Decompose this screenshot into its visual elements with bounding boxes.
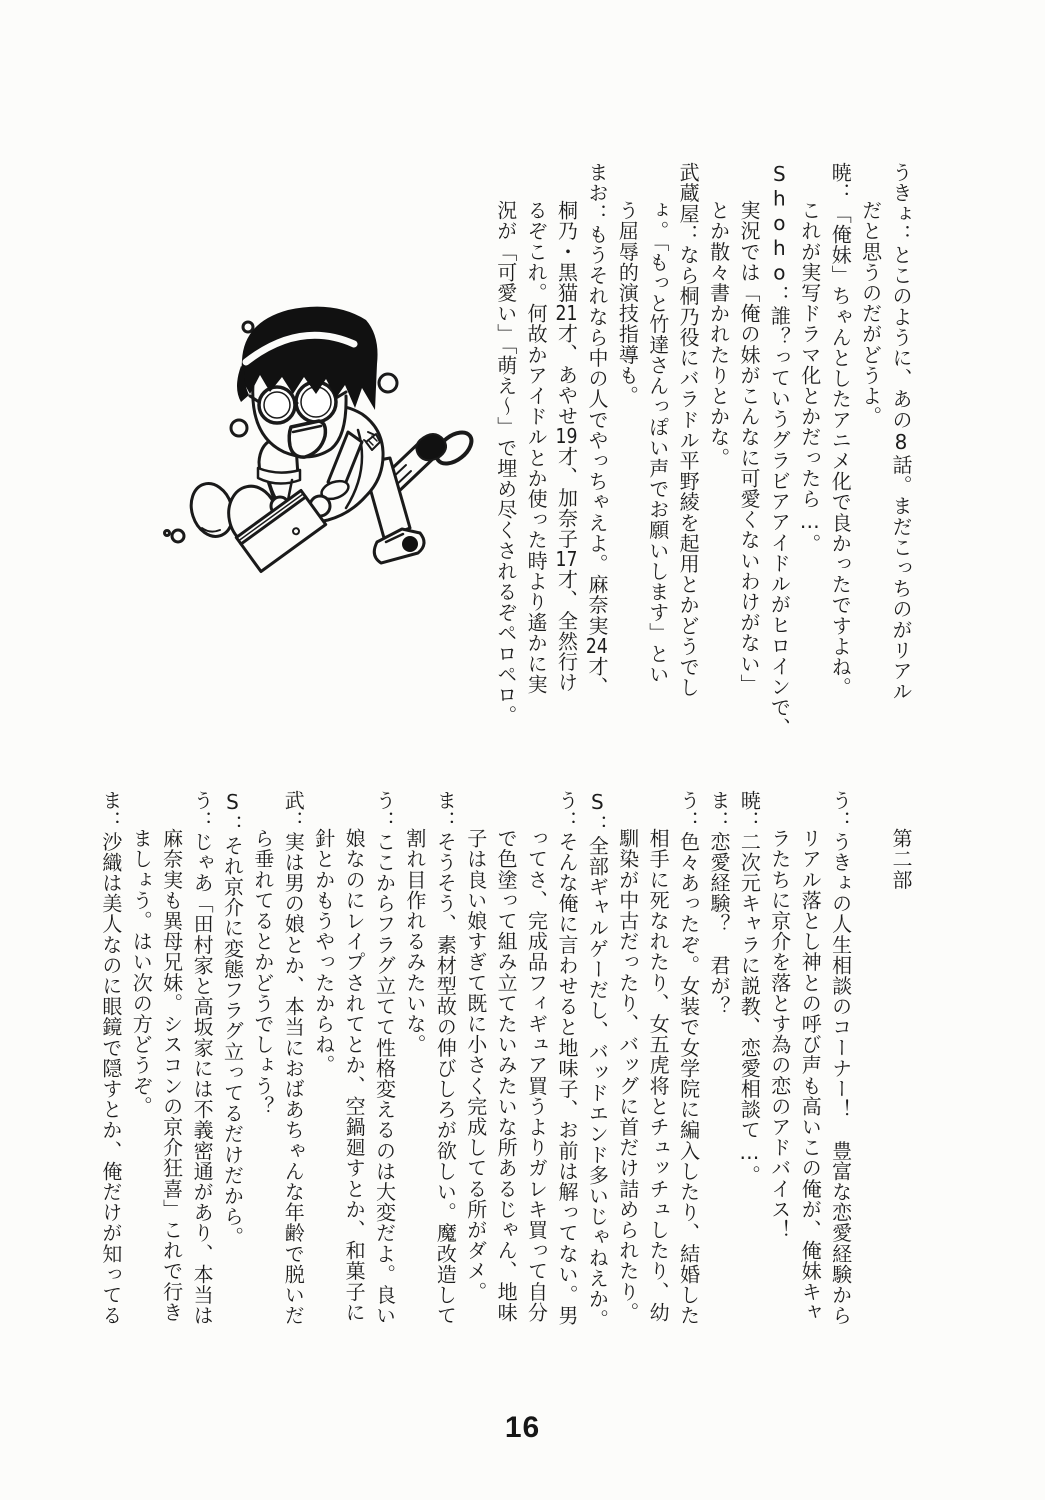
dialogue-line: だと思うのだがどうよ。 xyxy=(858,200,883,427)
dialogue-line: う：そんな俺に言わせると地味子、お前は解ってない。男 xyxy=(554,790,579,1326)
page-number: 16 xyxy=(504,1411,541,1444)
dialogue-line: ま：そうそう、素材型故の伸びしろが欲しい。魔改造して xyxy=(433,790,458,1326)
dialogue-line: 桐乃・黒猫21才、あやせ19才、加奈子17才、全然行け xyxy=(554,200,579,693)
dialogue-line: う：ここからフラグ立てて性格変えるのは大変だよ。良い xyxy=(372,790,397,1326)
dialogue-line: 麻奈実も異母兄妹。シスコンの京介狂喜」これで行き xyxy=(159,828,184,1323)
dialogue-line: 針とかもうやったからね。 xyxy=(311,828,336,1076)
dialogue-line: ましょう。はい次の方どうぞ。 xyxy=(129,828,154,1117)
dialogue-line: う：うきょの人生相談のコーナー！ 豊富な恋愛経験から xyxy=(828,790,853,1326)
dialogue-line: ラたちに京介を落とす為の恋のアドバイス！ xyxy=(767,828,792,1240)
dialogue-line: う：色々あったぞ。女装で女学院に編入したり、結婚した xyxy=(676,790,701,1326)
dialogue-line: S：それ京介に変態フラグ立ってるだけだから。 xyxy=(220,790,245,1248)
dialogue-line: 娘なのにレイプされてとか、空鍋廻すとか、和菓子に xyxy=(342,828,367,1323)
dialogue-line: S：全部ギャルゲーだし、バッドエンド多いじゃねえか。 xyxy=(585,790,610,1330)
dialogue-line: まお：もうそれなら中の人でやっちゃえよ。麻奈実24才、 xyxy=(584,162,609,698)
dialogue-line: 武蔵屋：なら桐乃役にバラドル平野綾を起用とかどうでし xyxy=(676,162,701,698)
dialogue-line: うきょ：とこのように、あの8話。まだこっちのがリアル xyxy=(889,162,913,702)
dialogue-line: ょ。「もっと竹達さんっぽい声でお願いします」とい xyxy=(645,200,670,685)
dialogue-line: 暁：「俺妹」ちゃんとしたアニメ化で良かったですよね。 xyxy=(828,162,853,698)
chibi-boy-illustration xyxy=(150,300,485,590)
dialogue-part-2 xyxy=(95,790,916,1350)
dialogue-line: 暁：二次元キャラに説教、恋愛相談て…。 xyxy=(737,790,762,1186)
dialogue-line: ま：恋愛経験？ 君が？ xyxy=(706,790,731,1017)
dialogue-line: う屈辱的演技指導も。 xyxy=(615,200,640,406)
dialogue-line: ら垂れてるとかどうでしょう？ xyxy=(250,828,275,1117)
dialogue-line: 実況では「俺の妹がこんなに可愛くないわけがない」 xyxy=(736,200,761,695)
dialogue-line: 況が「可愛い」「萌え〜」で埋め尽くされるぞペロペロ。 xyxy=(493,200,518,726)
dialogue-line: で色塗って組み立てたいみたいな所あるじゃん、地味 xyxy=(494,828,519,1323)
section-heading: 第二部 xyxy=(889,828,913,890)
dialogue-line: Shoho：誰？っていうグラビアアイドルがヒロインで、 xyxy=(767,162,792,739)
dialogue-line: ま：沙織は美人なのに眼鏡で隠すとか、俺だけが知ってる xyxy=(98,790,123,1326)
dialogue-line: 武：実は男の娘とか、本当におばあちゃんな年齢で脱いだ xyxy=(281,790,306,1326)
dialogue-line: るぞこれ。何故かアイドルとか使った時より遙かに実 xyxy=(524,200,549,695)
dialogue-line: 割れ目作れるみたいな。 xyxy=(402,828,427,1055)
dialogue-line: 子は良い娘すぎて既に小さく完成してる所がダメ。 xyxy=(463,828,488,1302)
dialogue-line: とか散々書かれたりとかな。 xyxy=(706,200,731,468)
dialogue-line: これが実写ドラマ化とかだったら…。 xyxy=(797,200,822,555)
dialogue-line: ってさ、完成品フィギュア買うよりガレキ買って自分 xyxy=(524,828,549,1323)
dialogue-line: 馴染が中古だったり、バッグに首だけ詰められたり。 xyxy=(615,828,640,1323)
dialogue-part-1 xyxy=(490,162,916,739)
dialogue-line: 相手に死なれたり、女五虎将とチュッチュしたり、幼 xyxy=(646,828,671,1323)
dialogue-line: リアル落とし神との呼び声も高いこの俺が、俺妹キャ xyxy=(798,828,823,1323)
dialogue-line: う：じゃあ「田村家と高坂家には不義密通があり、本当は xyxy=(190,790,215,1326)
